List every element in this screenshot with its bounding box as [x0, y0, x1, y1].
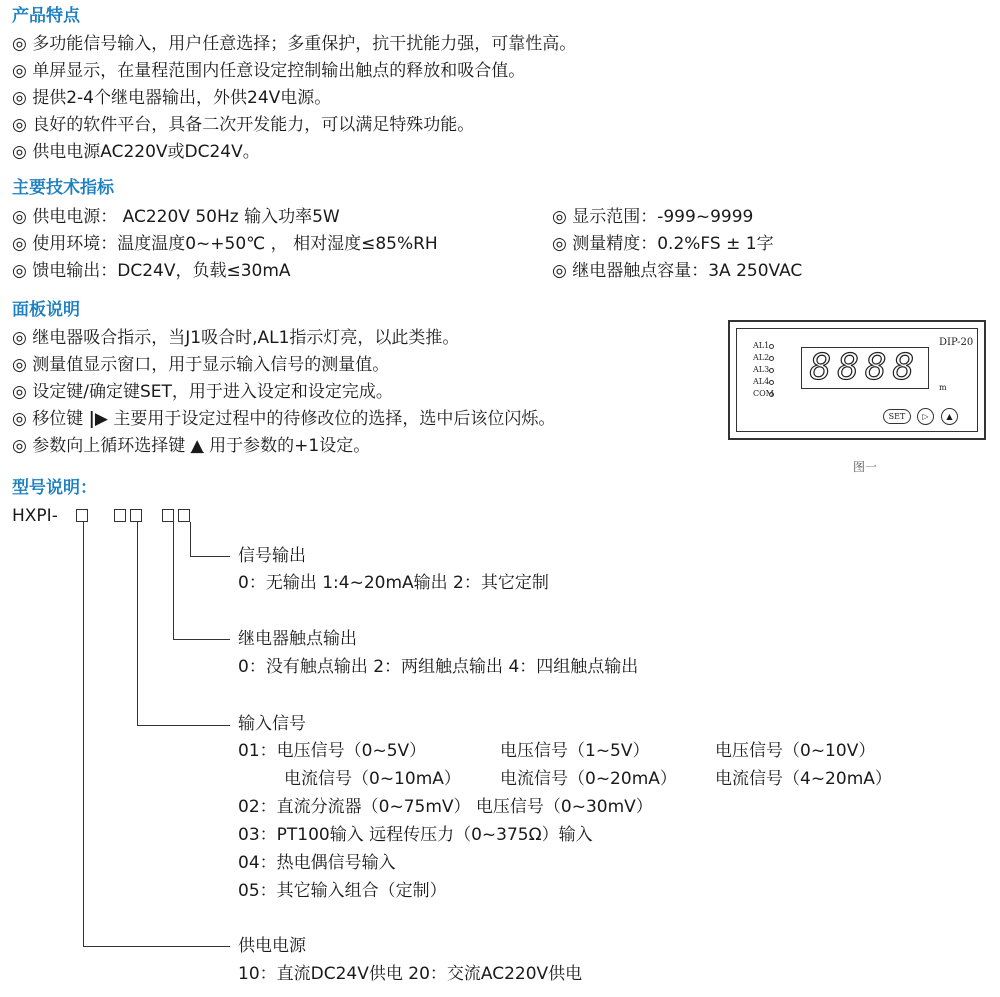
input-option-01-f: 电流信号（4~20mA） — [715, 769, 892, 789]
led-label-al3: AL3 — [753, 365, 770, 374]
up-key-icon: ▲ — [190, 436, 204, 456]
input-option-05: 05：其它输入组合（定制） — [238, 881, 447, 901]
signal-output-title: 信号输出 — [238, 546, 306, 566]
set-button-icon: SET — [883, 409, 911, 424]
code-box-signal — [178, 509, 190, 522]
connector-power-v — [83, 522, 84, 946]
input-option-02: 02：直流分流器（0~75mV） 电压信号（0~30mV） — [238, 797, 653, 817]
connector-relay-v — [173, 522, 174, 639]
spec-power: ◎ 供电电源： AC220V 50Hz 输入功率5W — [12, 207, 340, 227]
panel-desc-item-up — [12, 435, 370, 457]
up-prefix: ◎ 参数向上循环选择键 — [12, 436, 191, 456]
power-supply-options: 10：直流DC24V供电 20：交流AC220V供电 — [238, 964, 583, 984]
led-al4-icon — [769, 380, 774, 385]
display-digits: 8888 — [809, 347, 921, 388]
feature-item-5: ◎ 供电电源AC220V或DC24V。 — [12, 142, 260, 162]
code-box-relay — [162, 509, 174, 522]
panel-desc-item-2: ◎ 测量值显示窗口，用于显示输入信号的测量值。 — [12, 355, 390, 375]
code-box-power — [76, 509, 88, 522]
shift-suffix: 主要用于设定过程中的待修改位的选择，选中后该位闪烁。 — [107, 409, 556, 429]
led-label-al4: AL4 — [753, 377, 770, 386]
signal-output-options: 0：无输出 1:4~20mA输出 2：其它定制 — [238, 573, 549, 593]
model-prefix: HXPI- — [12, 506, 58, 526]
connector-relay-h — [173, 639, 230, 640]
feature-item-3: ◎ 提供2-4个继电器输出，外供24V电源。 — [12, 88, 332, 108]
code-box-input-1 — [114, 509, 126, 522]
unit-label: m — [939, 383, 947, 392]
feature-item-1: ◎ 多功能信号输入，用户任意选择；多重保护，抗干扰能力强，可靠性高。 — [12, 34, 577, 54]
measurement-display — [801, 347, 929, 389]
led-al1-icon — [769, 344, 774, 349]
connector-power-h — [83, 946, 230, 947]
feature-item-4: ◎ 良好的软件平台，具备二次开发能力，可以满足特殊功能。 — [12, 115, 475, 135]
input-signal-title: 输入信号 — [238, 714, 306, 734]
connector-input-h — [137, 725, 230, 726]
connector-signal-h — [190, 556, 230, 557]
panel-bezel — [736, 328, 978, 432]
model-desc-heading: 型号说明： — [12, 478, 97, 498]
led-al3-icon — [769, 368, 774, 373]
model-label: DIP-20 — [939, 337, 974, 348]
instrument-panel-figure — [728, 320, 986, 440]
shift-button-icon: ▷ — [917, 408, 934, 425]
input-option-01-d: 电流信号（0~10mA） — [284, 769, 461, 789]
led-al2-icon — [769, 356, 774, 361]
up-suffix: 用于参数的+1设定。 — [203, 436, 371, 456]
features-heading: 产品特点 — [12, 6, 80, 26]
led-label-al2: AL2 — [753, 353, 770, 362]
led-com-icon — [769, 392, 774, 397]
spec-relay-capacity: ◎ 继电器触点容量：3A 250VAC — [552, 261, 803, 281]
panel-desc-item-shift — [12, 408, 555, 430]
spec-accuracy: ◎ 测量精度：0.2%FS ± 1字 — [552, 234, 774, 254]
input-option-01-e: 电流信号（0~20mA） — [500, 769, 677, 789]
shift-key-icon: |▶ — [88, 409, 108, 429]
specs-heading: 主要技术指标 — [12, 178, 114, 198]
relay-output-options: 0：没有触点输出 2：两组触点输出 4：四组触点输出 — [238, 657, 639, 677]
connector-input-v — [137, 522, 138, 725]
feature-item-2: ◎ 单屏显示，在量程范围内任意设定控制输出触点的释放和吸合值。 — [12, 61, 526, 81]
panel-desc-item-1: ◎ 继电器吸合指示，当J1吸合时,AL1指示灯亮，以此类推。 — [12, 328, 460, 348]
led-label-com: COM — [753, 389, 774, 398]
connector-signal-v — [190, 522, 191, 556]
panel-desc-heading: 面板说明 — [12, 300, 80, 320]
input-option-03: 03：PT100输入 远程传压力（0~375Ω）输入 — [238, 825, 593, 845]
shift-prefix: ◎ 移位键 — [12, 409, 89, 429]
power-supply-title: 供电电源 — [238, 936, 306, 956]
up-button-icon: ▲ — [941, 408, 958, 425]
code-box-input-2 — [130, 509, 142, 522]
panel-desc-item-3: ◎ 设定键/确定键SET，用于进入设定和设定完成。 — [12, 382, 393, 402]
led-label-al1: AL1 — [753, 341, 770, 350]
figure-caption: 图一 — [853, 460, 878, 474]
spec-display-range: ◎ 显示范围：-999~9999 — [552, 207, 754, 227]
relay-output-title: 继电器触点输出 — [238, 629, 357, 649]
spec-environment: ◎ 使用环境：温度温度0~+50℃ ， 相对湿度≤85%RH — [12, 234, 438, 254]
input-option-01-b: 电压信号（1~5V） — [500, 741, 650, 761]
input-option-01-a: 01：电压信号（0~5V） — [238, 741, 427, 761]
input-option-04: 04：热电偶信号输入 — [238, 853, 396, 873]
input-option-01-c: 电压信号（0~10V） — [715, 741, 876, 761]
spec-feed-output: ◎ 馈电输出：DC24V，负载≤30mA — [12, 261, 291, 281]
